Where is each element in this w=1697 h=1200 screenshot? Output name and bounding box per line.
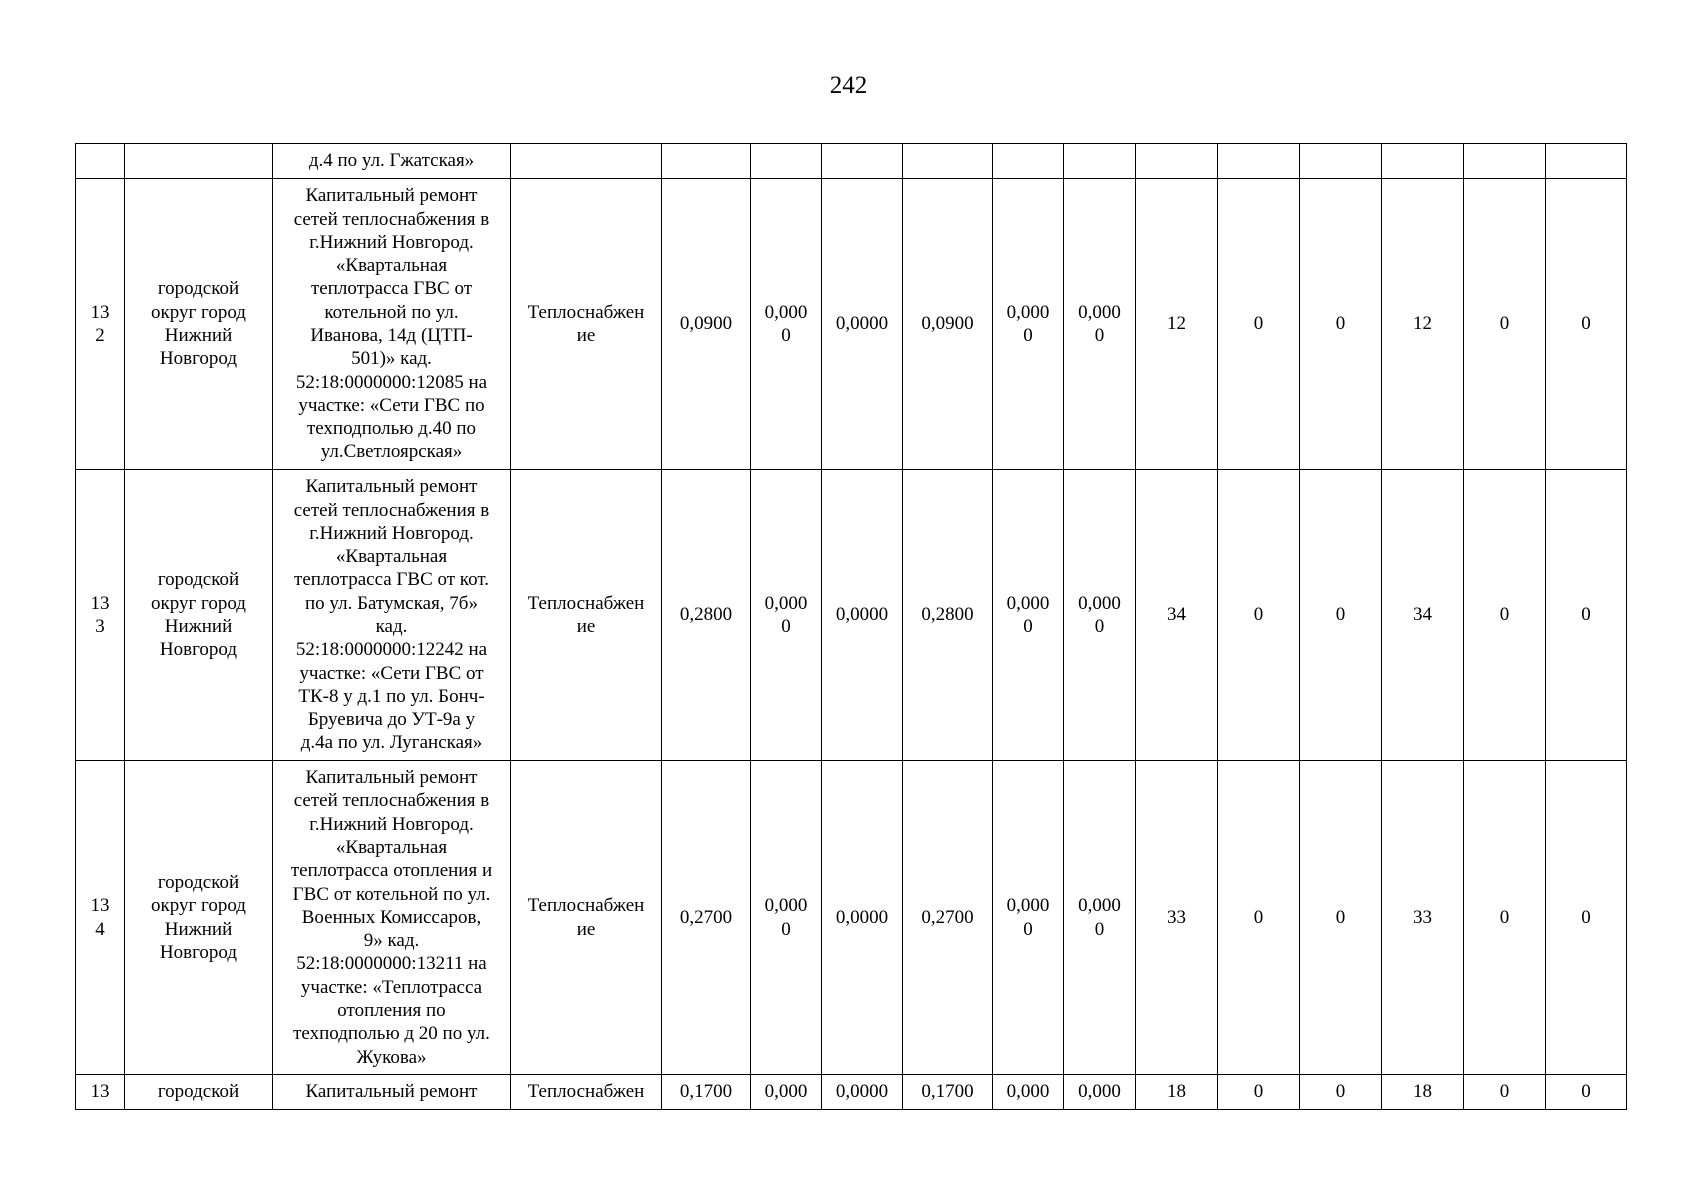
value-cell — [751, 761, 822, 1075]
value-cell — [822, 179, 903, 470]
table-row — [76, 144, 1627, 179]
value-cell — [1382, 179, 1464, 470]
value-cell-text: 0 — [1581, 604, 1591, 626]
district-cell-text: городской округ город Нижний Новгород — [151, 871, 246, 963]
value-cell — [1382, 761, 1464, 1075]
value-cell — [1300, 761, 1382, 1075]
description-cell — [273, 470, 511, 761]
value-cell — [903, 1075, 993, 1110]
value-cell — [1136, 179, 1218, 470]
value-cell-text: 18 — [1167, 1081, 1186, 1103]
row-number-cell — [76, 761, 125, 1075]
value-cell — [1064, 761, 1136, 1075]
value-cell — [662, 179, 751, 470]
value-cell — [662, 761, 751, 1075]
value-cell — [993, 761, 1064, 1075]
value-cell — [1546, 179, 1627, 470]
value-cell — [1464, 470, 1546, 761]
value-cell — [751, 1075, 822, 1110]
value-cell-text: 0,2700 — [679, 906, 733, 928]
description-cell-text: Капитальный ремонт сетей теплоснабжения в г.Нижний Новгород. «Квартальная теплотрасса отопления и ГВС от котельной по ул. Военных Комиссаров, 9» кад. 52:18:0000000:13211 на участке: «Теплотрасса отопления по техподполью д 20 по ул. Жукова» — [290, 767, 493, 1068]
table-row — [76, 1075, 1627, 1110]
value-cell-text: 0 — [1335, 906, 1346, 928]
value-cell — [1300, 470, 1382, 761]
district-cell — [125, 1075, 273, 1110]
value-cell — [1464, 144, 1546, 179]
value-cell-text: 34 — [1413, 604, 1432, 626]
description-cell — [273, 761, 511, 1075]
description-cell — [273, 179, 511, 470]
value-cell-text: 0 — [1581, 1081, 1591, 1103]
value-cell-text: 0,1700 — [921, 1081, 974, 1103]
value-cell-text: 0 — [1335, 313, 1346, 335]
value-cell — [1064, 144, 1136, 179]
value-cell-text: 0,0000 — [835, 604, 889, 626]
row-number-cell — [76, 179, 125, 470]
value-cell-text: 0 — [1335, 1081, 1346, 1103]
value-cell-text: 0,000 0 — [764, 301, 808, 346]
value-cell-text: 0,2800 — [921, 604, 974, 626]
value-cell — [1382, 470, 1464, 761]
value-cell-text: 0 — [1499, 1081, 1510, 1103]
value-cell-text: 0,000 0 — [1006, 301, 1050, 346]
row-number-cell-text: 13 — [90, 1081, 110, 1103]
value-cell-text: 0,000 — [1078, 1081, 1121, 1103]
value-cell — [1382, 1075, 1464, 1110]
row-number-cell-text: 13 4 — [90, 895, 110, 940]
value-cell — [662, 470, 751, 761]
value-cell-text: 0 — [1499, 313, 1510, 335]
district-cell-text: городской — [157, 1081, 240, 1103]
value-cell-text: 0,000 0 — [764, 592, 808, 637]
row-number-cell-text: 13 2 — [90, 301, 110, 346]
value-cell — [751, 470, 822, 761]
value-cell-text: 0 — [1253, 1081, 1264, 1103]
description-cell-text: Капитальный ремонт сетей теплоснабжения в г.Нижний Новгород. «Квартальная теплотрасса ГВС от кот. по ул. Батумская, 7б» кад. 52:18:0000000:12242 на участке: «Сети ГВС от ТК-8 у д.1 по ул. Бонч- Бруевича до УТ-9а у д.4а по ул. Луганская» — [293, 476, 490, 754]
value-cell — [822, 144, 903, 179]
value-cell — [1218, 470, 1300, 761]
value-cell — [822, 761, 903, 1075]
value-cell-text: 34 — [1167, 604, 1186, 626]
value-cell — [1464, 761, 1546, 1075]
row-number-cell-text: 13 3 — [90, 592, 110, 637]
value-cell — [1136, 761, 1218, 1075]
category-cell-text: Теплоснабжен ие — [527, 301, 645, 346]
description-cell-text: Капитальный ремонт сетей теплоснабжения в г.Нижний Новгород. «Квартальная теплотрасса ГВС от котельной по ул. Иванова, 14д (ЦТП- 501)» кад. 52:18:0000000:12085 на участке: «Сети ГВС по техподполью д.40 по ул.Светлоярская» — [293, 185, 490, 463]
table-row — [76, 470, 1627, 761]
table-row — [76, 761, 1627, 1075]
value-cell — [903, 761, 993, 1075]
value-cell — [662, 144, 751, 179]
value-cell-text: 0,000 — [764, 1081, 808, 1103]
value-cell — [1064, 470, 1136, 761]
category-cell — [511, 470, 662, 761]
value-cell-text: 12 — [1413, 313, 1432, 335]
value-cell — [1546, 761, 1627, 1075]
value-cell-text: 0,000 0 — [1006, 895, 1050, 940]
row-number-cell — [76, 144, 125, 179]
value-cell — [1136, 144, 1218, 179]
value-cell — [1136, 470, 1218, 761]
value-cell — [1546, 1075, 1627, 1110]
category-cell — [511, 144, 662, 179]
value-cell — [903, 144, 993, 179]
value-cell-text: 0,0000 — [835, 1081, 889, 1103]
value-cell — [822, 470, 903, 761]
value-cell — [1546, 470, 1627, 761]
value-cell-text: 0,0000 — [835, 313, 889, 335]
value-cell — [993, 144, 1064, 179]
row-number-cell — [76, 1075, 125, 1110]
value-cell — [751, 144, 822, 179]
value-cell-text: 33 — [1167, 906, 1186, 928]
value-cell — [1064, 179, 1136, 470]
value-cell — [1218, 761, 1300, 1075]
value-cell-text: 18 — [1413, 1081, 1432, 1103]
value-cell — [1464, 1075, 1546, 1110]
value-cell — [903, 470, 993, 761]
value-cell-text: 0,0900 — [921, 313, 974, 335]
category-cell — [511, 1075, 662, 1110]
value-cell — [993, 179, 1064, 470]
value-cell — [1382, 144, 1464, 179]
district-cell — [125, 761, 273, 1075]
value-cell-text: 0 — [1581, 906, 1591, 928]
description-cell — [273, 1075, 511, 1110]
value-cell — [1064, 1075, 1136, 1110]
value-cell — [1464, 179, 1546, 470]
value-cell — [822, 1075, 903, 1110]
value-cell-text: 0 — [1253, 906, 1264, 928]
value-cell-text: 0,000 0 — [1078, 301, 1121, 346]
value-cell — [1136, 1075, 1218, 1110]
value-cell — [1218, 179, 1300, 470]
value-cell-text: 0 — [1581, 313, 1591, 335]
description-cell-text: Капитальный ремонт — [305, 1081, 478, 1103]
value-cell-text: 0,2700 — [921, 906, 974, 928]
district-cell-text: городской округ город Нижний Новгород — [151, 569, 246, 661]
table-row — [76, 179, 1627, 470]
value-cell-text: 0 — [1253, 313, 1264, 335]
page-number: 242 — [829, 72, 868, 99]
district-cell-text: городской округ город Нижний Новгород — [151, 278, 246, 370]
category-cell-text: Теплоснабжен ие — [527, 895, 645, 940]
value-cell-text: 0,1700 — [679, 1081, 733, 1103]
value-cell — [1218, 1075, 1300, 1110]
value-cell-text: 0,000 — [1006, 1081, 1050, 1103]
value-cell-text: 0 — [1499, 906, 1510, 928]
district-cell — [125, 179, 273, 470]
value-cell — [1300, 144, 1382, 179]
value-cell-text: 0,000 0 — [1078, 592, 1121, 637]
district-cell — [125, 144, 273, 179]
value-cell-text: 0,0000 — [835, 906, 889, 928]
value-cell-text: 0,000 0 — [764, 895, 808, 940]
description-cell-text: д.4 по ул. Гжатская» — [308, 150, 475, 172]
row-number-cell — [76, 470, 125, 761]
value-cell-text: 0 — [1499, 604, 1510, 626]
value-cell — [1546, 144, 1627, 179]
value-cell — [751, 179, 822, 470]
value-cell-text: 0 — [1335, 604, 1346, 626]
value-cell-text: 0,0900 — [679, 313, 733, 335]
category-cell — [511, 761, 662, 1075]
value-cell — [993, 1075, 1064, 1110]
category-cell-text: Теплоснабжен ие — [527, 592, 645, 637]
value-cell — [1300, 1075, 1382, 1110]
value-cell-text: 0,000 0 — [1078, 895, 1121, 940]
value-cell — [993, 470, 1064, 761]
district-cell — [125, 470, 273, 761]
value-cell-text: 0,2800 — [679, 604, 733, 626]
value-cell — [662, 1075, 751, 1110]
value-cell-text: 33 — [1413, 906, 1432, 928]
data-table — [75, 143, 1627, 1110]
value-cell — [903, 179, 993, 470]
value-cell-text: 12 — [1167, 313, 1186, 335]
category-cell-text: Теплоснабжен — [527, 1081, 645, 1103]
description-cell — [273, 144, 511, 179]
category-cell — [511, 179, 662, 470]
value-cell — [1218, 144, 1300, 179]
value-cell — [1300, 179, 1382, 470]
value-cell-text: 0,000 0 — [1006, 592, 1050, 637]
value-cell-text: 0 — [1253, 604, 1264, 626]
